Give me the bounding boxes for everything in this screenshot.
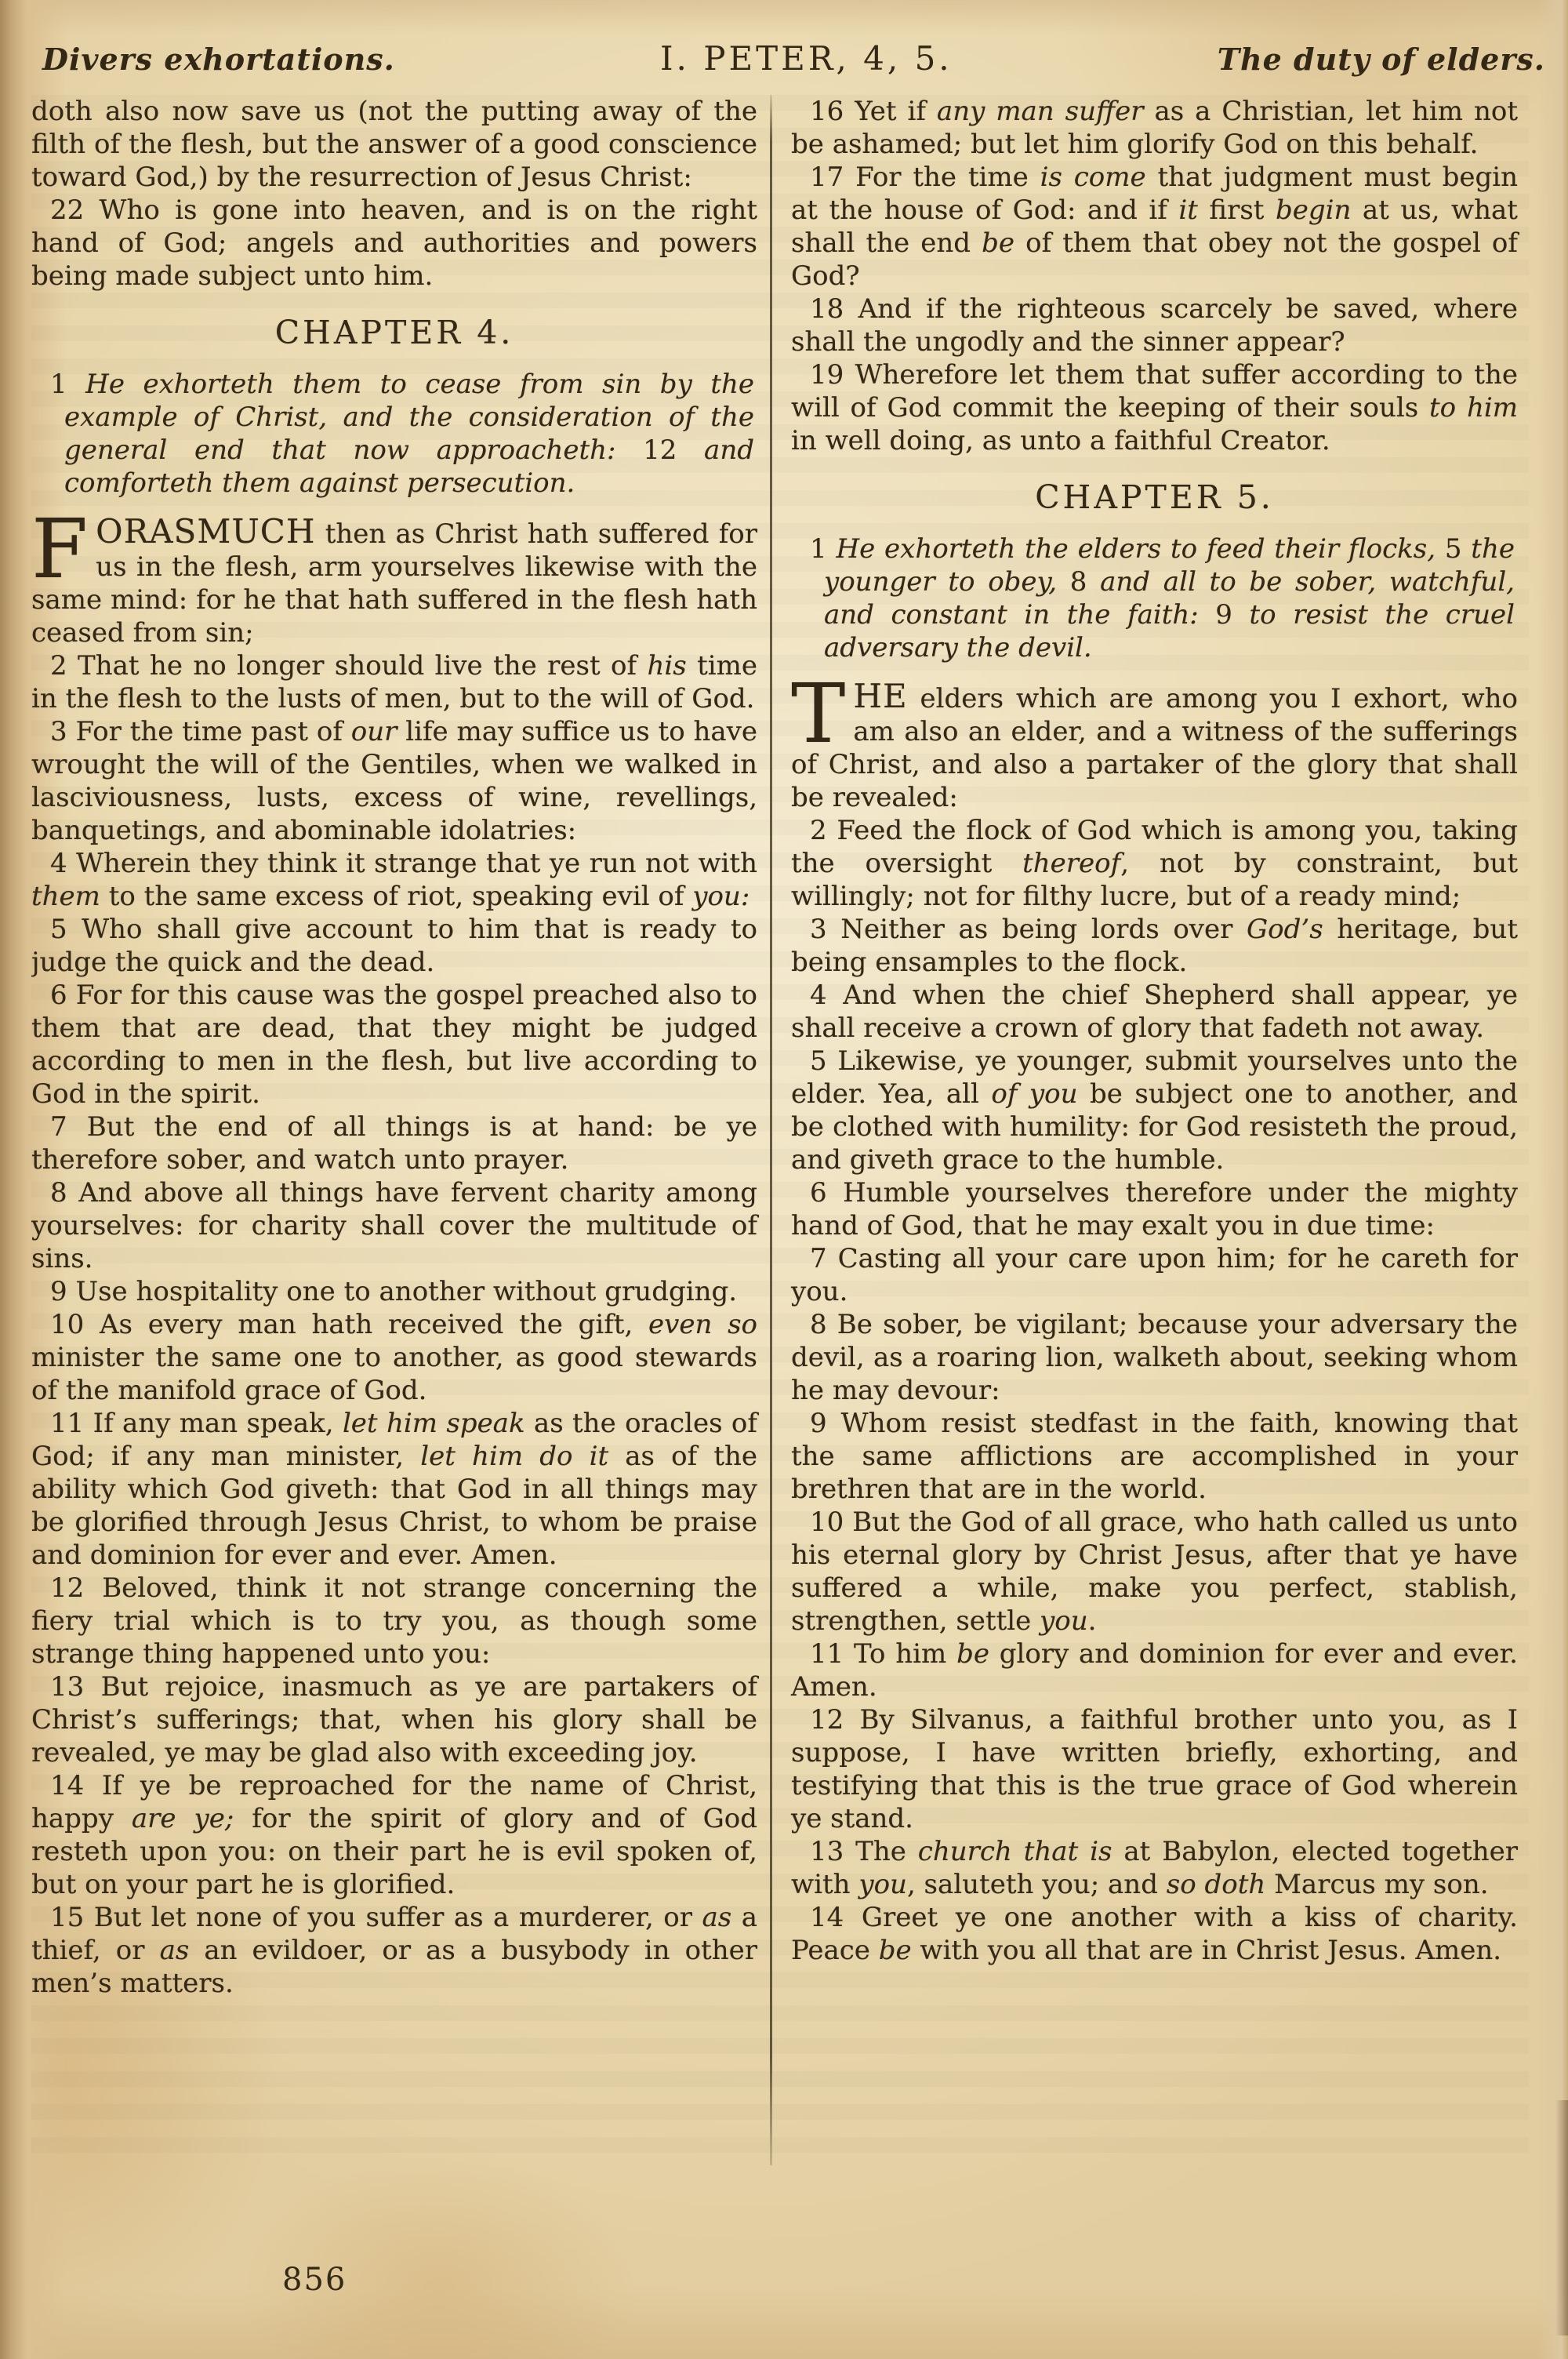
verse-paragraph: 13 But rejoice, inasmuch as ye are partakers of Christ’s sufferings; that, when his glory shall be revealed, ye may be glad also with exceeding joy. (31, 1671, 757, 1768)
chapter-heading: CHAPTER 4. (274, 314, 514, 351)
verse-paragraph: 12 By Silvanus, a faithful brother unto you, as I suppose, I have written briefly, exhorting, and testifying that this is the true grace of God wherein ye stand. (791, 1704, 1518, 1834)
verse-paragraph: 6 For for this cause was the gospel preached also to them that are dead, that they might be judged according to men in the flesh, but live according to God in the spirit. (31, 980, 757, 1110)
running-head-right: The duty of elders. (1217, 42, 1545, 77)
drop-cap-initial: F (31, 501, 89, 597)
verse-paragraph: 2 That he no longer should live the rest of his time in the flesh to the lusts of men, but to the will of God. (31, 650, 757, 714)
running-head-left: Divers exhortations. (42, 42, 395, 77)
verse-paragraph: 9 Use hospitality one to another without grudging. (50, 1276, 738, 1307)
verse-paragraph: 8 And above all things have fervent charity among yourselves: for charity shall cover the multitude of sins. (31, 1177, 757, 1274)
page-number: 856 (282, 2262, 347, 2298)
verse-paragraph: 3 Neither as being lords over God’s heritage, but being ensamples to the flock. (791, 914, 1518, 978)
verse-paragraph: 9 Whom resist stedfast in the faith, knowing that the same afflictions are accomplished in your brethren that are in the world. (791, 1408, 1518, 1505)
chapter-summary: 1 He exhorteth the elders to feed their flocks, 5 the younger to obey, 8 and all to be sober, watchful, and constant in the faith: 9 to resist the cruel adversary the devil. (810, 533, 1515, 663)
verse-paragraph: 14 Greet ye one another with a kiss of charity. Peace be with you all that are in Christ Jesus. Amen. (791, 1902, 1518, 1966)
verse-paragraph: 16 Yet if any man suffer as a Christian, let him not be ashamed; but let him glorify God on this behalf. (791, 96, 1518, 160)
verse-paragraph: 2 Feed the flock of God which is among you, taking the oversight thereof, not by constraint, but willingly; not for filthy lucre, but of a ready mind; (791, 815, 1518, 912)
verse-paragraph: 5 Who shall give account to him that is ready to judge the quick and the dead. (31, 914, 757, 978)
drop-cap-word: ORASMUCH (96, 512, 316, 551)
page-edge-shadow (1555, 2100, 1568, 2335)
verse-paragraph: 11 If any man speak, let him speak as the oracles of God; if any man minister, let him do it as of the ability which God giveth: that God in all things may be glorified through Jesus Christ, to whom be praise and dominion for ever and ever. Amen. (31, 1408, 757, 1571)
verse-paragraph: 4 And when the chief Shepherd shall appear, ye shall receive a crown of glory that fadeth not away. (791, 980, 1518, 1044)
verse-paragraph: 19 Wherefore let them that suffer according to the will of God commit the keeping of their souls to him in well doing, as unto a faithful Creator. (791, 359, 1518, 456)
verse-paragraph: 22 Who is gone into heaven, and is on the right hand of God; angels and authorities and powers being made subject unto him. (31, 194, 757, 292)
chapter-heading: CHAPTER 5. (1035, 478, 1274, 516)
verse-paragraph: 10 As every man hath received the gift, even so minister the same one to another, as good stewards of the manifold grace of God. (31, 1309, 758, 1406)
verse-paragraph: 17 For the time is come that judgment must begin at the house of God: and if it first begin at us, what shall the end be of them that obey not the gospel of God? (791, 162, 1518, 292)
running-head (31, 39, 1556, 78)
verse-paragraph: 12 Beloved, think it not strange concerning the fiery trial which is to try you, as though some strange thing happened unto you: (31, 1572, 757, 1670)
drop-cap-initial: T (791, 666, 846, 761)
verse-paragraph: 15 But let none of you suffer as a murderer, or as a thief, or as an evildoer, or as a busybody in other men’s matters. (31, 1902, 758, 1999)
verse-paragraph: 6 Humble yourselves therefore under the mighty hand of God, that he may exalt you in due time: (791, 1177, 1518, 1241)
verse-paragraph: 18 And if the righteous scarcely be saved, where shall the ungodly and the sinner appear? (791, 293, 1518, 358)
verse-paragraph: 14 If ye be reproached for the name of Christ, happy are ye; for the spirit of glory and of God resteth upon you: on their part he is evil spoken of, but on your part he is glorified. (31, 1770, 757, 1900)
verse-paragraph: 13 The church that is at Babylon, elected together with you, saluteth you; and so doth Marcus my son. (791, 1836, 1518, 1900)
verse-paragraph: 3 For the time past of our life may suffice us to have wrought the will of the Gentiles, when we walked in lasciviousness, lusts, excess of wine, revellings, banquetings, and abominable idolatries: (31, 716, 758, 846)
left-column (31, 95, 770, 2165)
verse-paragraph: FORASMUCH then as Christ hath suffered for us in the flesh, arm yourselves likewise with the same mind: for he that hath suffered in the flesh hath ceased from sin; (31, 501, 757, 649)
verse-paragraph: THE elders which are among you I exhort, who am also an elder, and a witness of the sufferings of Christ, and also a partaker of the glory that shall be revealed: (791, 666, 1518, 813)
verse-paragraph: 5 Likewise, ye younger, submit yourselves unto the elder. Yea, all of you be subject one to another, and be clothed with humility: for God resisteth the proud, and giveth grace to the humble. (791, 1045, 1519, 1176)
verse-paragraph: 7 But the end of all things is at hand: be ye therefore sober, and watch unto prayer. (31, 1111, 757, 1176)
verse-paragraph: 7 Casting all your care upon him; for he careth for you. (791, 1243, 1518, 1307)
verse-paragraph: doth also now save us (not the putting away of the filth of the flesh, but the answer of a good conscience toward God,) by the resurrection of Jesus Christ: (31, 96, 757, 193)
running-head-title: I. PETER, 4, 5. (659, 39, 953, 78)
verse-paragraph: 10 But the God of all grace, who hath called us unto his eternal glory by Christ Jesus, after that ye have suffered a while, make you perfect, stablish, strengthen, settle you. (791, 1507, 1518, 1637)
verse-paragraph: 4 Wherein they think it strange that ye run not with them to the same excess of riot, speaking evil of you: (31, 848, 757, 912)
drop-cap-word: HE (853, 677, 908, 715)
chapter-summary: 1 He exhorteth them to cease from sin by the example of Christ, and the consideration of the general end that now approacheth: 12 and comforteth them against persecution. (50, 369, 754, 499)
verse-paragraph: 11 To him be glory and dominion for ever and ever. Amen. (791, 1638, 1518, 1703)
right-column (772, 95, 1529, 2165)
text-columns (31, 95, 1556, 2165)
verse-paragraph: 8 Be sober, be vigilant; because your adversary the devil, as a roaring lion, walketh about, seeking whom he may devour: (791, 1309, 1518, 1406)
